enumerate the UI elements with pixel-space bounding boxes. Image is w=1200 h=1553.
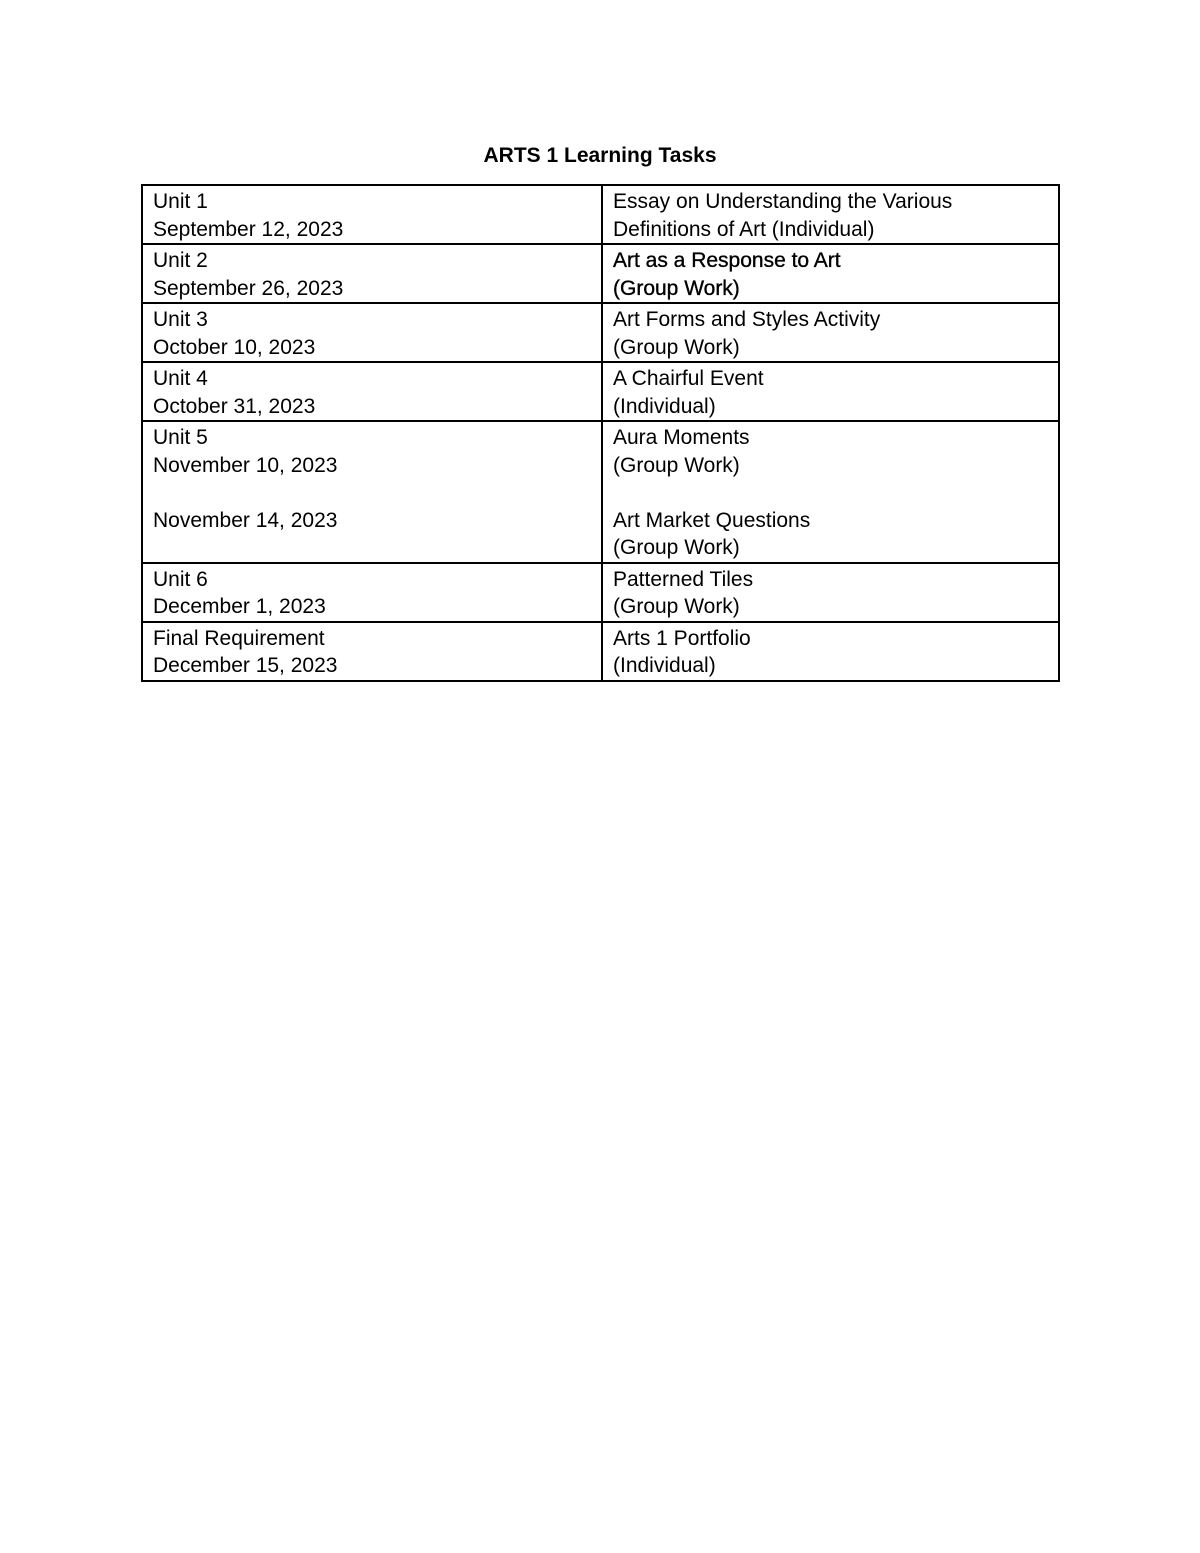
line-spacer bbox=[153, 479, 591, 507]
due-date: October 31, 2023 bbox=[153, 394, 316, 418]
task-cell bbox=[602, 303, 1059, 362]
page-title: ARTS 1 Learning Tasks bbox=[483, 144, 717, 167]
task-name: A Chairful Event bbox=[613, 367, 764, 390]
task-type: (Group Work) bbox=[613, 453, 740, 477]
task-name: Art as a Response to Art bbox=[613, 249, 841, 272]
task-type: Definitions of Art (Individual) bbox=[613, 217, 875, 241]
unit-cell bbox=[142, 622, 602, 681]
due-date: September 26, 2023 bbox=[153, 276, 344, 300]
task-name: Essay on Understanding the Various bbox=[613, 190, 953, 213]
task-cell bbox=[602, 244, 1059, 303]
task-type: (Individual) bbox=[613, 394, 716, 418]
unit-cell bbox=[142, 362, 602, 421]
due-date: November 14, 2023 bbox=[153, 508, 338, 532]
table-row-unit-6 bbox=[142, 563, 1059, 622]
due-date: December 1, 2023 bbox=[153, 595, 326, 618]
table-row-unit-1 bbox=[142, 185, 1059, 244]
unit-cell bbox=[142, 563, 602, 622]
table-row-unit-2 bbox=[142, 244, 1059, 303]
task-cell bbox=[602, 421, 1059, 563]
table-row-unit-5 bbox=[142, 421, 1059, 563]
task-name: Patterned Tiles bbox=[613, 567, 754, 591]
due-date: December 15, 2023 bbox=[153, 654, 338, 677]
task-type: (Group Work) bbox=[613, 536, 740, 559]
task-cell bbox=[602, 563, 1059, 622]
unit-label: Unit 4 bbox=[153, 367, 208, 390]
unit-cell bbox=[142, 421, 602, 563]
unit-cell bbox=[142, 244, 602, 303]
task-name: Aura Moments bbox=[613, 426, 750, 449]
table-row-final-requirement bbox=[142, 622, 1059, 681]
unit-label: Unit 3 bbox=[153, 308, 208, 331]
task-type: (Individual) bbox=[613, 654, 716, 677]
table-row-unit-3 bbox=[142, 303, 1059, 362]
unit-label: Final Requirement bbox=[153, 626, 325, 650]
due-date: November 10, 2023 bbox=[153, 453, 338, 477]
table-row-unit-4 bbox=[142, 362, 1059, 421]
task-name: Arts 1 Portfolio bbox=[613, 626, 751, 650]
task-name: Art Forms and Styles Activity bbox=[613, 308, 881, 331]
unit-label: Unit 2 bbox=[153, 249, 208, 272]
task-type: (Group Work) bbox=[613, 276, 740, 300]
task-cell bbox=[602, 622, 1059, 681]
task-cell bbox=[602, 185, 1059, 244]
due-date: September 12, 2023 bbox=[153, 217, 344, 241]
unit-label: Unit 6 bbox=[153, 567, 208, 591]
task-name: Art Market Questions bbox=[613, 508, 811, 532]
learning-tasks-table bbox=[141, 184, 1060, 682]
unit-cell bbox=[142, 185, 602, 244]
task-type: (Group Work) bbox=[613, 595, 740, 618]
unit-label: Unit 5 bbox=[153, 426, 208, 449]
unit-label: Unit 1 bbox=[153, 190, 208, 213]
due-date: October 10, 2023 bbox=[153, 335, 316, 359]
unit-cell bbox=[142, 303, 602, 362]
task-cell bbox=[602, 362, 1059, 421]
task-type: (Group Work) bbox=[613, 335, 740, 359]
